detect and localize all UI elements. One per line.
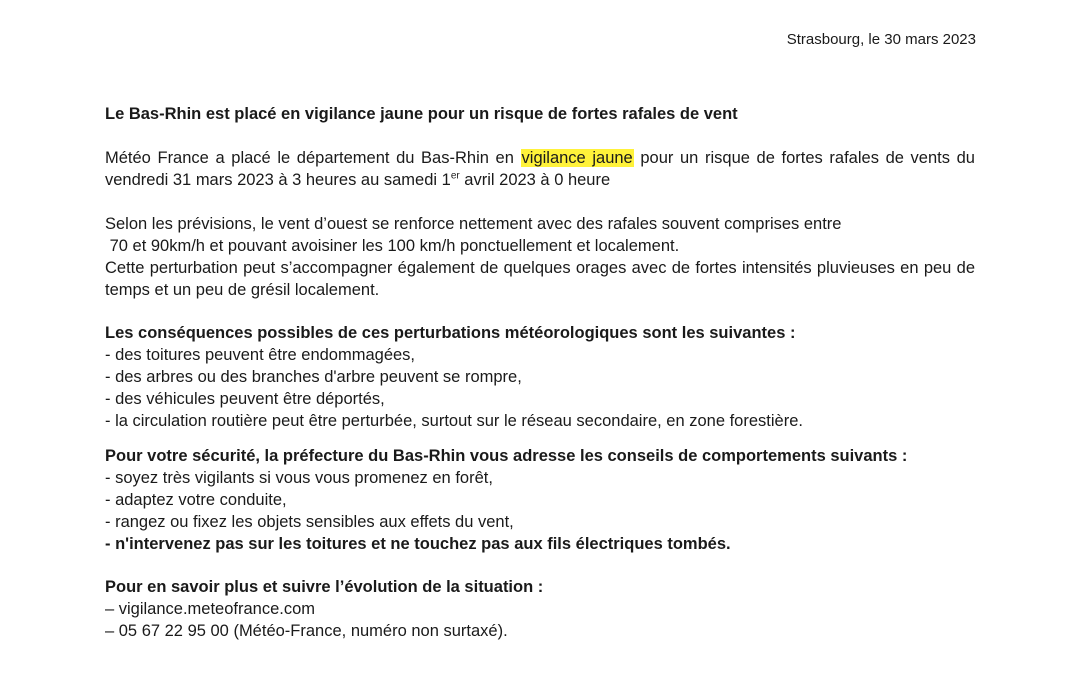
consequences-heading: Les conséquences possibles de ces perturbations météorologiques sont les suivantes : <box>105 324 796 342</box>
list-item: - la circulation routière peut être perturbée, surtout sur le réseau secondaire, en zone forestière. <box>105 412 803 430</box>
list-item: - des arbres ou des branches d'arbre peuvent se rompre, <box>105 368 522 386</box>
consequences-section <box>105 322 975 432</box>
more-info-heading: Pour en savoir plus et suivre l’évolution de la situation : <box>105 578 544 596</box>
list-item: - adaptez votre conduite, <box>105 491 287 509</box>
intro-text-1: Météo France a placé le département du Bas-Rhin en <box>105 149 521 167</box>
list-item: - des véhicules peuvent être déportés, <box>105 390 385 408</box>
list-item: - rangez ou fixez les objets sensibles aux effets du vent, <box>105 513 514 531</box>
intro-paragraph <box>105 147 975 191</box>
website-link[interactable]: – vigilance.meteofrance.com <box>105 600 316 618</box>
list-item: - des toitures peuvent être endommagées, <box>105 346 416 364</box>
more-info-section <box>105 576 975 642</box>
document-title: Le Bas-Rhin est placé en vigilance jaune pour un risque de fortes rafales de vent <box>105 105 738 123</box>
list-item: - n'intervenez pas sur les toitures et ne touchez pas aux fils électriques tombés. <box>105 535 731 553</box>
advice-section <box>105 445 975 555</box>
forecast-paragraph <box>105 213 975 301</box>
intro-text-3: avril 2023 à 0 heure <box>459 171 611 189</box>
forecast-line-1: Selon les prévisions, le vent d’ouest se renforce nettement avec des rafales souvent comprises entre <box>105 215 842 233</box>
list-item: - soyez très vigilants si vous vous promenez en forêt, <box>105 469 493 487</box>
dateline: Strasbourg, le 30 mars 2023 <box>786 31 976 48</box>
forecast-line-2: 70 et 90km/h et pouvant avoisiner les 100 km/h ponctuellement et localement. <box>105 237 680 255</box>
forecast-paragraph-2: Cette perturbation peut s’accompagner également de quelques orages avec de fortes intensités pluvieuses en peu de temps et un peu de grésil localement. <box>105 259 975 299</box>
ordinal-superscript: er <box>450 170 460 182</box>
advice-heading: Pour votre sécurité, la préfecture du Bas-Rhin vous adresse les conseils de comportements suivants : <box>105 447 908 465</box>
vigilance-highlight: vigilance jaune <box>521 149 633 167</box>
intro-text-2: pour un risque de fortes rafales de vents du vendredi 31 mars 2023 à 3 heures au samedi 1 <box>105 149 975 189</box>
phone-number: – 05 67 22 95 00 (Météo-France, numéro non surtaxé). <box>105 622 508 640</box>
